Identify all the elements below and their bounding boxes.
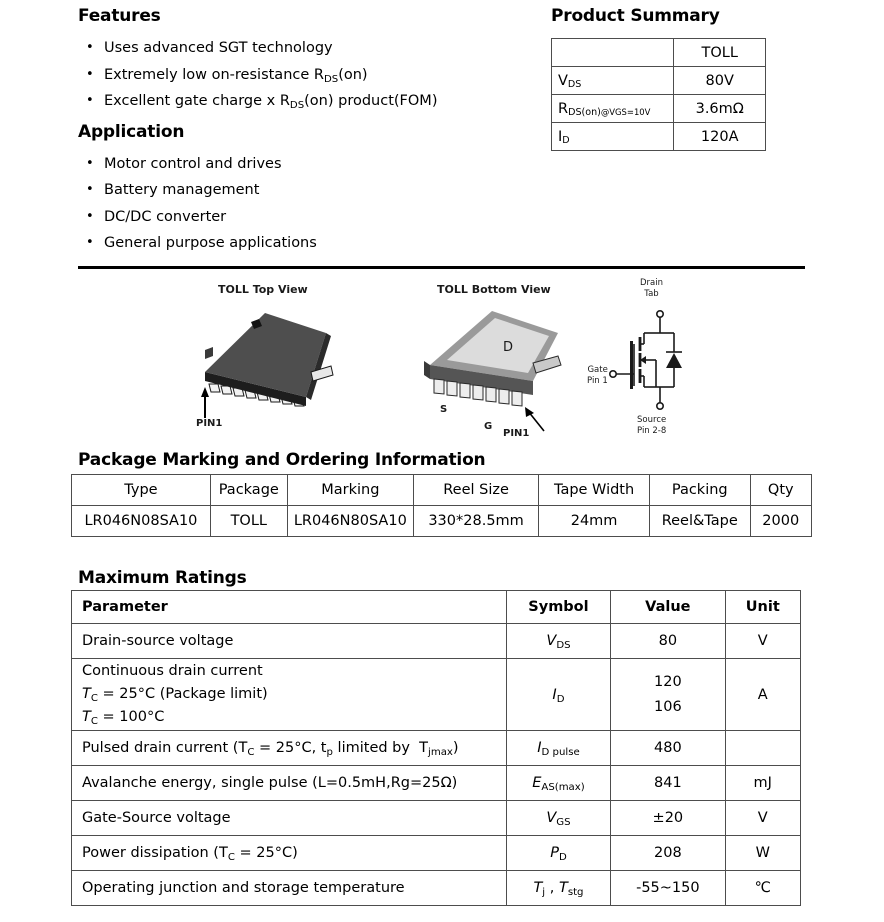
pm-header-tape-width: Tape Width (539, 475, 650, 506)
pm-cell-marking: LR046N80SA10 (287, 506, 413, 537)
pm-header-packing: Packing (650, 475, 751, 506)
list-item (78, 177, 528, 204)
ps-label-id: $I_D$ (552, 123, 674, 151)
mr-symbol-id: $I_D$ (506, 659, 610, 731)
table-row (72, 624, 801, 659)
mr-value-pd: 208 (611, 836, 725, 871)
package-marking-heading: Package Marking and Ordering Information (78, 450, 486, 470)
ps-empty-cell (552, 39, 674, 67)
application-text-0: Motor control and drives (104, 155, 282, 172)
mr-unit-eas: mJ (725, 766, 800, 801)
mr-value-id-pulse: 480 (611, 731, 725, 766)
mr-symbol-vds: $V_{DS}$ (506, 624, 610, 659)
table-row (72, 801, 801, 836)
package-marking-table (71, 474, 812, 537)
mr-symbol-id-pulse: $I_{D pulse}$ (506, 731, 610, 766)
mosfet-symbol-image (600, 300, 720, 420)
table-row (72, 836, 801, 871)
mr-param-line-1: Continuous drain current (82, 663, 263, 679)
table-row (72, 659, 801, 731)
list-item (78, 230, 528, 257)
mr-parameter-pulsed-drain-current: Pulsed drain current ($T_C = 25^\circ C$, $t_p$ limited by $T_{jmax}$) (72, 731, 507, 766)
pm-cell-qty: 2000 (750, 506, 812, 537)
mr-header-symbol: Symbol (506, 591, 610, 624)
ps-value-vds: 80V (674, 67, 766, 95)
package-figures (0, 278, 884, 444)
pm-header-marking: Marking (287, 475, 413, 506)
maximum-ratings-table (71, 590, 801, 906)
list-item: • Excellent gate charge x $R_{DS}(on)$ product(FOM) (78, 88, 528, 115)
mr-value-eas: 841 (611, 766, 725, 801)
pm-cell-tape-width: 24mm (539, 506, 650, 537)
drain-line-2: Tab (644, 289, 659, 299)
pm-header-package: Package (210, 475, 287, 506)
table-row (552, 95, 766, 123)
mr-parameter-operating-temperature: Operating junction and storage temperature (72, 871, 507, 906)
table-row (552, 123, 766, 151)
source-line-2: Pin 2-8 (637, 426, 667, 436)
top-view-pin1-label: PIN1 (196, 418, 223, 429)
mr-unit-vgs: V (725, 801, 800, 836)
mr-value-line-1: 120 (654, 673, 682, 690)
mr-parameter-drain-source-voltage: Drain-source voltage (72, 624, 507, 659)
mr-value-line-2: 106 (654, 698, 682, 715)
application-list (78, 151, 528, 257)
mr-symbol-pd: $P_D$ (506, 836, 610, 871)
maximum-ratings-heading: Maximum Ratings (78, 568, 247, 588)
product-summary-column (551, 6, 851, 151)
pm-header-qty: Qty (750, 475, 812, 506)
list-item (78, 35, 528, 62)
mr-unit-tj-tstg: ℃ (725, 871, 800, 906)
ps-label-rdson: $R_{DS(on)@VGS=10V}$ (552, 95, 674, 123)
feature-text-0: Uses advanced SGT technology (104, 40, 333, 56)
table-row (72, 731, 801, 766)
ps-label-vds: $V_{DS}$ (552, 67, 674, 95)
product-summary-heading: Product Summary (551, 6, 720, 26)
mr-unit-pd: W (725, 836, 800, 871)
application-text-2: DC/DC converter (104, 208, 227, 225)
application-heading: Application (78, 121, 185, 142)
mr-value-vgs: ±20 (611, 801, 725, 836)
list-item (78, 204, 528, 231)
table-row (72, 506, 812, 537)
source-line-1: Source (637, 415, 667, 425)
table-row (72, 871, 801, 906)
table-row (552, 67, 766, 95)
mr-value-vds: 80 (611, 624, 725, 659)
pm-header-reel-size: Reel Size (413, 475, 538, 506)
list-item: • Extremely low on-resistance $R_{DS}(on)$ (78, 62, 528, 89)
mr-parameter-power-dissipation: Power dissipation $(T_C = 25^\circ C)$ (72, 836, 507, 871)
drain-line-1: Drain (640, 278, 663, 288)
bottom-view-source-label: S (440, 404, 448, 415)
package-marking-section (71, 474, 812, 537)
pm-header-type: Type (72, 475, 211, 506)
table-header-row (72, 591, 801, 624)
features-list (78, 35, 528, 115)
schematic-drain-label (640, 278, 663, 300)
application-text-3: General purpose applications (104, 235, 317, 251)
table-row (72, 766, 801, 801)
product-summary-table (551, 38, 766, 151)
mr-unit-id-pulse (725, 731, 800, 766)
ps-value-id: 120A (674, 123, 766, 151)
maximum-ratings-section (71, 590, 801, 906)
mr-unit-id: A (725, 659, 800, 731)
mr-parameter-avalanche-energy: Avalanche energy, single pulse (L=0.5mH,Rg=25Ω) (72, 766, 507, 801)
top-view-caption: TOLL Top View (218, 283, 308, 296)
mr-header-value: Value (611, 591, 725, 624)
bottom-view-gate-label: G (484, 421, 493, 432)
mr-param-line-3: $T_C = 100^\circ C$ (82, 709, 165, 728)
mr-parameter-gate-source-voltage: Gate-Source voltage (72, 801, 507, 836)
mr-param-line-2: $T_C = 25^\circ C$ (Package limit) (82, 686, 268, 705)
gate-line-2: Pin 1 (587, 376, 608, 386)
table-row (552, 39, 766, 67)
pm-cell-type: LR046N08SA10 (72, 506, 211, 537)
table-header-row (72, 475, 812, 506)
svg-text:D: D (503, 340, 514, 355)
mr-symbol-tj-tstg: $T_j$ , $T_{stg}$ (506, 871, 610, 906)
pm-cell-package: TOLL (210, 506, 287, 537)
ps-package-header: TOLL (674, 39, 766, 67)
toll-top-view-image (185, 300, 345, 435)
mr-unit-vds: V (725, 624, 800, 659)
bottom-view-pin1-label: PIN1 (503, 428, 530, 439)
mr-value-id (611, 659, 725, 731)
mr-symbol-eas: $E_{AS(max)}$ (506, 766, 610, 801)
pm-cell-packing: Reel&Tape (650, 506, 751, 537)
features-column (78, 6, 528, 257)
section-divider (78, 266, 805, 269)
mr-header-unit: Unit (725, 591, 800, 624)
pm-cell-reel-size: 330*28.5mm (413, 506, 538, 537)
mr-value-tj-tstg: -55~150 (611, 871, 725, 906)
mr-symbol-vgs: $V_{GS}$ (506, 801, 610, 836)
list-item (78, 151, 528, 178)
gate-line-1: Gate (587, 365, 608, 375)
ps-value-rdson: 3.6mΩ (674, 95, 766, 123)
bottom-view-caption: TOLL Bottom View (437, 283, 551, 296)
features-heading: Features (78, 6, 161, 26)
application-text-1: Battery management (104, 182, 260, 198)
mr-parameter-continuous-drain-current (72, 659, 507, 731)
mr-header-parameter: Parameter (72, 591, 507, 624)
